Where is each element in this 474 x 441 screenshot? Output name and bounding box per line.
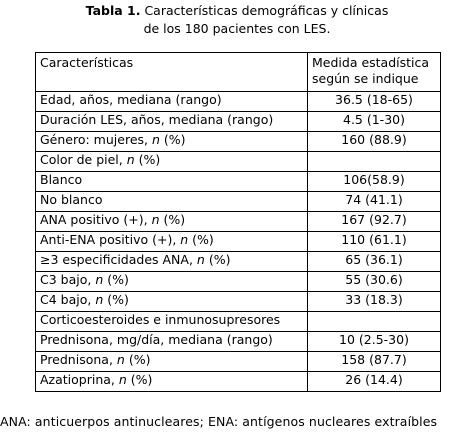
row-label-text: Azatioprina, bbox=[40, 372, 119, 387]
caption-label: Tabla 1. bbox=[85, 3, 141, 18]
row-label-suffix: (%) bbox=[126, 372, 153, 387]
table-row bbox=[36, 252, 441, 272]
row-label bbox=[36, 192, 308, 212]
table-row bbox=[36, 332, 441, 352]
row-label bbox=[36, 252, 308, 272]
table-row bbox=[36, 232, 441, 252]
table-row bbox=[36, 152, 441, 172]
row-value: 167 (92.7) bbox=[308, 212, 441, 232]
characteristics-table bbox=[35, 52, 441, 392]
row-label-text: C4 bajo, bbox=[40, 292, 96, 307]
row-label bbox=[36, 152, 308, 172]
table-row bbox=[36, 172, 441, 192]
row-label-n: n bbox=[196, 252, 205, 267]
row-label bbox=[36, 292, 308, 312]
row-value: 158 (87.7) bbox=[308, 352, 441, 372]
row-label-text: C3 bajo, bbox=[40, 272, 96, 287]
row-value: 4.5 (1-30) bbox=[308, 112, 441, 132]
row-value: 160 (88.9) bbox=[308, 132, 441, 152]
row-label-suffix: (%) bbox=[159, 132, 186, 147]
row-label bbox=[36, 212, 308, 232]
row-label bbox=[36, 172, 308, 192]
row-label-text: Corticoesteroides e inmunosupresores bbox=[40, 312, 281, 327]
table-row bbox=[36, 112, 441, 132]
row-value: 33 (18.3) bbox=[308, 292, 441, 312]
table-row bbox=[36, 212, 441, 232]
row-value: 55 (30.6) bbox=[308, 272, 441, 292]
row-label-text: Anti-ENA positivo (+), bbox=[40, 232, 181, 247]
table-row bbox=[36, 132, 441, 152]
header-statistic bbox=[308, 53, 441, 92]
row-label bbox=[36, 312, 308, 332]
table-header-row bbox=[36, 53, 441, 92]
table-row bbox=[36, 312, 441, 332]
table-row bbox=[36, 352, 441, 372]
row-label-suffix: (%) bbox=[124, 352, 151, 367]
caption-line-2: de los 180 pacientes con LES. bbox=[143, 21, 331, 36]
row-value: 36.5 (18-65) bbox=[308, 92, 441, 112]
row-value: 106(58.9) bbox=[308, 172, 441, 192]
row-label-text: Prednisona, bbox=[40, 352, 117, 367]
row-label-text: Duración LES, años, mediana (rango) bbox=[40, 112, 274, 127]
table-caption bbox=[0, 2, 474, 38]
row-label-n: n bbox=[151, 132, 160, 147]
row-value: 26 (14.4) bbox=[308, 372, 441, 392]
row-label-n: n bbox=[126, 152, 135, 167]
row-label bbox=[36, 372, 308, 392]
caption-line-1 bbox=[0, 2, 474, 20]
row-label bbox=[36, 332, 308, 352]
row-value: 65 (36.1) bbox=[308, 252, 441, 272]
footnote: ANA: anticuerpos antinucleares; ENA: antígenos nucleares extraíbles bbox=[0, 414, 438, 429]
row-label-text: Género: mujeres, bbox=[40, 132, 152, 147]
row-label-suffix: (%) bbox=[159, 212, 186, 227]
row-label-text: Edad, años, mediana (rango) bbox=[40, 92, 222, 107]
row-label-suffix: (%) bbox=[188, 232, 214, 247]
row-label bbox=[36, 232, 308, 252]
row-label-n: n bbox=[118, 372, 127, 387]
row-label bbox=[36, 112, 308, 132]
table-row bbox=[36, 192, 441, 212]
row-label bbox=[36, 272, 308, 292]
row-label bbox=[36, 352, 308, 372]
row-label-n: n bbox=[95, 272, 104, 287]
row-value bbox=[308, 152, 441, 172]
row-value: 110 (61.1) bbox=[308, 232, 441, 252]
row-value: 10 (2.5-30) bbox=[308, 332, 441, 352]
row-label-suffix: (%) bbox=[103, 292, 129, 307]
table-body bbox=[36, 92, 441, 392]
header-characteristics: Características bbox=[36, 53, 308, 92]
row-label-n: n bbox=[180, 232, 189, 247]
row-label-text: Blanco bbox=[40, 172, 83, 187]
row-label-text: Prednisona, mg/día, mediana (rango) bbox=[40, 332, 273, 347]
row-label-n: n bbox=[151, 212, 160, 227]
row-label-suffix: (%) bbox=[103, 272, 129, 287]
row-label bbox=[36, 132, 308, 152]
caption-title: Características demográficas y clínicas bbox=[140, 3, 389, 18]
table-row bbox=[36, 272, 441, 292]
table-row bbox=[36, 292, 441, 312]
row-label-n: n bbox=[116, 352, 125, 367]
row-value: 74 (41.1) bbox=[308, 192, 441, 212]
row-label-text: ANA positivo (+), bbox=[40, 212, 152, 227]
row-label-suffix: (%) bbox=[134, 152, 161, 167]
row-label-suffix: (%) bbox=[204, 252, 231, 267]
row-label bbox=[36, 92, 308, 112]
row-label-text: No blanco bbox=[40, 192, 103, 207]
row-label-text: Color de piel, bbox=[40, 152, 127, 167]
header-statistic-line-1: Medida estadística bbox=[312, 55, 430, 70]
row-value bbox=[308, 312, 441, 332]
row-label-n: n bbox=[95, 292, 104, 307]
table-row bbox=[36, 92, 441, 112]
row-label-text: ≥3 especificidades ANA, bbox=[40, 252, 197, 267]
table-row bbox=[36, 372, 441, 392]
header-statistic-line-2: según se indique bbox=[312, 71, 419, 86]
